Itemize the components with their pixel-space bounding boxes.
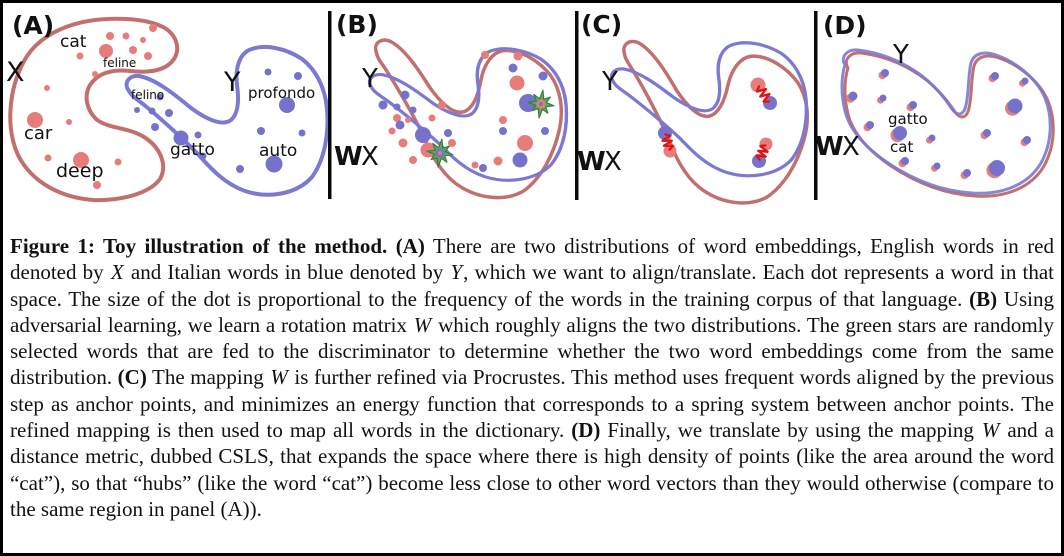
caption-bold-run: (D) (571, 418, 601, 443)
panel-text: Y (224, 67, 241, 98)
panel-text: (D) (823, 11, 867, 40)
panel-D (815, 11, 1053, 196)
word-dot-blue (151, 123, 159, 131)
word-dot-blue (379, 101, 388, 110)
word-dot-red (149, 24, 157, 32)
panel-A (6, 11, 327, 200)
caption-math-var: X (110, 260, 124, 285)
word-dot-blue (509, 64, 518, 73)
word-dot-blue (901, 157, 909, 165)
word-dot-blue (165, 109, 173, 117)
panel-text: (C) (581, 10, 623, 39)
word-dot-red (514, 52, 523, 61)
word-dot-blue (134, 107, 140, 113)
panel-text: Y (602, 67, 618, 97)
word-dot-blue (257, 127, 265, 135)
word-dot-red (517, 135, 533, 151)
panel-B-content (334, 10, 554, 172)
word-dot-blue (1008, 99, 1023, 114)
anchor-dot-red (760, 138, 773, 151)
panel-text: (A) (12, 11, 55, 40)
panel-divider (814, 11, 818, 200)
panel-text: W (577, 147, 606, 177)
word-dot-blue (499, 127, 507, 135)
word-dot-red (144, 52, 152, 60)
panel-text: deep (56, 160, 104, 182)
caption-text-run: and Italian words in blue denoted by (124, 260, 450, 285)
word-dot-blue (401, 91, 410, 100)
word-dot-blue (866, 121, 874, 129)
caption-text-run: is further refined via Procrustes. This method uses frequent words aligned by the previous step as anchor points, and minimizes an energy function that corresponds to a spring system between anchor points. The refined mapping is then used to map all words in the dictionary. (10, 365, 1055, 443)
word-dot-blue (963, 169, 971, 177)
word-dot-blue (541, 127, 549, 135)
word-dot-blue (880, 95, 887, 102)
word-dot-red (510, 76, 525, 91)
panel-text: X (604, 147, 622, 177)
panel-text: car (24, 123, 53, 144)
word-dot-red (405, 117, 411, 123)
word-dot-red (106, 32, 114, 40)
panel-text: X (842, 132, 860, 162)
panel-text: profondo (248, 84, 316, 102)
caption-text-run: Using adversarial learning, we learn a rotation matrix (10, 286, 1054, 337)
word-dot-blue (195, 132, 202, 139)
word-dot-blue (396, 121, 405, 130)
word-dot-red (77, 53, 84, 60)
word-dot-blue (299, 130, 306, 137)
panel-text: X (6, 57, 25, 88)
aligned-english-blob-D (845, 53, 1053, 196)
panel-text: W (815, 132, 844, 162)
panel-B (334, 10, 579, 213)
word-dot-blue (444, 129, 452, 137)
word-dot-blue (849, 92, 858, 101)
panel-text: (B) (336, 10, 378, 39)
word-dot-blue (909, 101, 917, 109)
word-dot-red (140, 37, 146, 43)
word-dot-blue (149, 108, 156, 115)
word-dot-blue (1022, 78, 1029, 85)
word-dot-blue (1023, 136, 1031, 144)
word-dot-blue (236, 165, 244, 173)
word-dot-blue (539, 72, 548, 81)
panel-D-content (815, 11, 1031, 179)
word-dot-red (389, 128, 396, 135)
word-dot-blue (929, 135, 936, 142)
word-dot-red (409, 156, 417, 164)
word-dot-blue (415, 127, 431, 143)
panel-text: Y (362, 64, 378, 94)
caption-math-var: W (981, 418, 1000, 443)
word-dot-red (93, 181, 101, 189)
panel-text: felino (131, 88, 165, 102)
caption-math-var: W (270, 365, 288, 390)
word-dot-red (44, 85, 50, 91)
word-dot-blue (410, 107, 417, 114)
word-dot-red (429, 115, 436, 122)
word-dot-red (499, 116, 507, 124)
star-center-core (438, 151, 442, 155)
word-dot-blue (394, 104, 401, 111)
caption-text-run: There are two distributions of word embeddings, English words in red denoted by (10, 234, 1055, 285)
caption-text-run: and a distance metric, dubbed CSLS, that expands the space where there is high density of points (like the area around the word “cat”), so that “hubs” (like the word “cat”) become less close to other word vectors than they would otherwise (compare to the same region in panel (A)). (10, 418, 1054, 521)
star-center-core (539, 102, 543, 106)
panel-text: W (334, 142, 363, 172)
figure-caption (10, 233, 1054, 522)
caption-text-run: which roughly aligns the two distributions. The green stars are randomly selected words that are fed to the discriminator to determine whether the two word embeddings come from the same distribution. (10, 312, 1055, 390)
word-dot-red (129, 46, 137, 54)
panel-text: cat (60, 32, 87, 52)
word-dot-red (472, 162, 479, 169)
caption-bold-run: (C) (117, 365, 147, 390)
word-dot-red (92, 71, 98, 77)
panel-A-content (6, 11, 315, 189)
word-dot-blue (881, 69, 889, 77)
panel-text: cat (890, 138, 914, 156)
italian-distribution-blob-B (370, 49, 567, 181)
word-dot-blue (934, 163, 941, 170)
panel-C (577, 10, 826, 219)
panel-text: Y (893, 40, 909, 70)
panel-text: X (361, 142, 379, 172)
word-dot-blue (989, 160, 1005, 176)
word-dot-blue (265, 69, 272, 76)
word-dot-red (115, 159, 122, 166)
caption-bold-run: (B) (969, 286, 998, 311)
word-dot-blue (479, 164, 487, 172)
caption-text-run: Finally, we translate by using the mapping (600, 418, 981, 443)
panel-divider (328, 11, 332, 199)
word-dot-red (494, 157, 503, 166)
caption-bold-run: Figure 1: Toy illustration of the method. (10, 234, 396, 258)
panel-text: feline (103, 56, 137, 70)
rotated-english-blob-B (342, 10, 579, 213)
caption-text-run: , which we want to align/translate. Each dot represents a word in that space. The size of the dot is proportional to the frequency of the words in the training corpus of that language. (10, 260, 1055, 311)
word-dot-red (399, 139, 408, 148)
word-dot-red (45, 155, 52, 162)
word-dot-blue (294, 72, 302, 80)
caption-math-var: Y (450, 260, 463, 285)
panel-text: gatto (888, 110, 928, 128)
figure-panels (3, 3, 1061, 232)
aligned-italian-blob-D (842, 50, 1050, 193)
word-dot-red (481, 51, 489, 59)
caption-math-var: W (413, 312, 432, 337)
word-dot-blue (991, 72, 999, 80)
word-dot-red (66, 119, 72, 125)
caption-text-run: The mapping (146, 365, 270, 390)
caption-bold-run: (A) (395, 234, 425, 258)
word-dot-red (438, 101, 446, 109)
panel-text: auto (259, 141, 298, 161)
refined-english-blob-C (587, 11, 826, 219)
word-dot-blue (983, 129, 991, 137)
word-dot-blue (513, 153, 528, 168)
panel-text: gatto (170, 140, 215, 160)
word-dot-red (123, 33, 130, 40)
